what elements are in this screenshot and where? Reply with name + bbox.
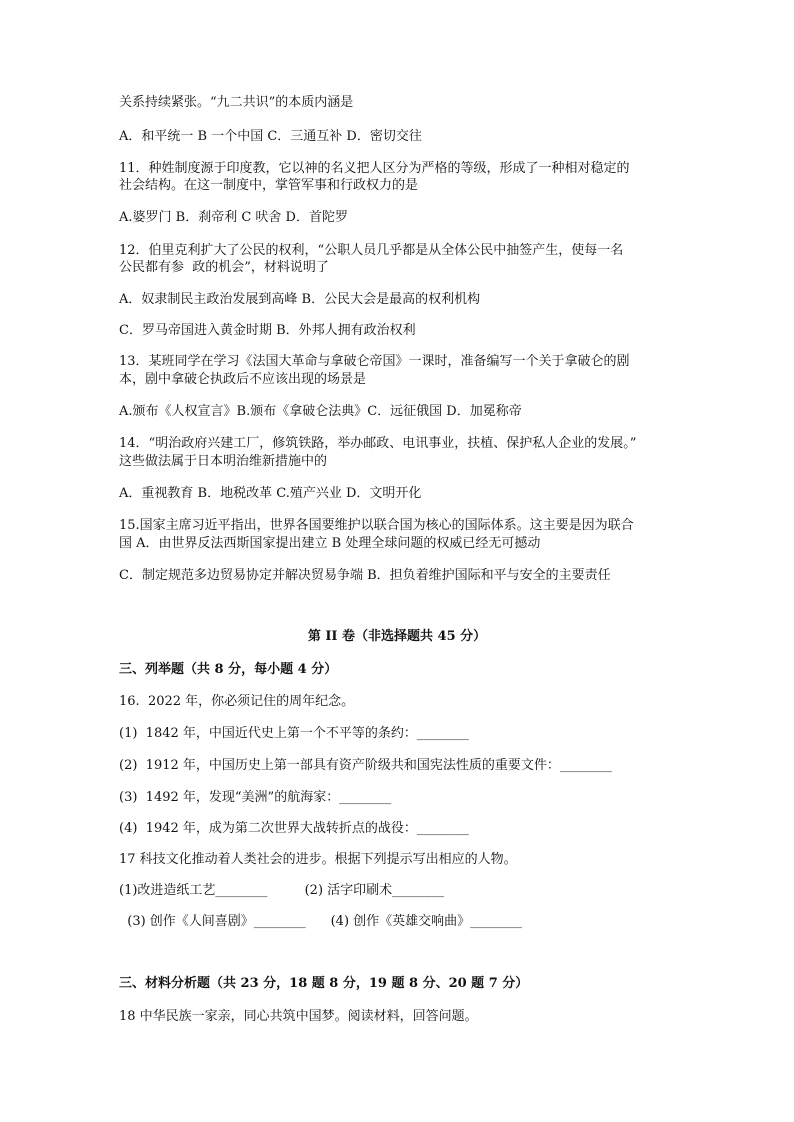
answer-options: C．制定规范多边贸易协定并解决贸易争端 B．担负着维护国际和平与安全的主要责任 [119, 568, 611, 583]
sub-question: (1)改进造纸工艺________ (2) 活字印刷术________ [119, 883, 445, 898]
question-18: 18 中华民族一家亲，同心共筑中国梦。阅读材料，回答问题。 [119, 1009, 478, 1024]
answer-options: A．奴隶制民主政治发展到高峰 B．公民大会是最高的权利机构 [119, 292, 481, 307]
question-11: 11．种姓制度源于印度教，它以神的名义把人区分为严格的等级，形成了一种相对稳定的 [119, 161, 630, 176]
question-17: 17 科技文化推动着人类社会的进步。根据下列提示写出相应的人物。 [119, 852, 517, 867]
text-line: 公民都有参 政的机会”，材料说明了 [119, 260, 329, 275]
sub-question: (2) 1912 年，中国历史上第一部具有资产阶级共和国宪法性质的重要文件：________ [119, 758, 612, 773]
answer-options: A.颁布《人权宣言》B.颁布《拿破仑法典》C．远征俄国 D．加冕称帝 [119, 404, 522, 419]
question-16: 16. 2022 年，你必须记住的周年纪念。 [119, 694, 355, 709]
question-13: 13．某班同学在学习《法国大革命与拿破仑帝国》一课时，准备编写一个关于拿破仑的剧 [119, 354, 630, 369]
answer-options: A．和平统一 B 一个中国 C．三通互补 D．密切交往 [119, 129, 422, 144]
answer-options: A．重视教育 B．地税改革 C.殖产兴业 D．文明开化 [119, 486, 422, 501]
sub-question: (1) 1842 年，中国近代史上第一个不平等的条约：________ [119, 726, 469, 741]
question-12: 12．伯里克利扩大了公民的权利，“公职人员几乎都是从全体公民中抽签产生，使每一名 [119, 243, 624, 258]
text-line: 这些做法属于日本明治维新措施中的 [119, 454, 328, 469]
sub-question: (3) 创作《人间喜剧》________ (4) 创作《英雄交响曲》________ [119, 914, 523, 929]
text-line: 社会结构。在这一制度中，掌管军事和行政权力的是 [119, 178, 419, 193]
text-line: 关系持续紧张。“九二共识”的本质内涵是 [119, 95, 354, 110]
answer-options: 国 A．由世界反法西斯国家提出建立 B 处理全球问题的权威已经无可撼动 [119, 536, 541, 551]
section-heading: 第 II 卷（非选择题共 45 分） [307, 629, 487, 644]
text-line: 本，剧中拿破仑执政后不应该出现的场景是 [119, 372, 367, 387]
question-15: 15.国家主席习近平指出，世界各国要维护以联合国为核心的国际体系。这主要是因为联合 [119, 518, 634, 533]
question-14: 14．“明治政府兴建工厂，修筑铁路，举办邮政、电讯事业，扶植、保护私人企业的发展。” [119, 436, 637, 451]
section-heading: 三、材料分析题（共 23 分，18 题 8 分，19 题 8 分、20 题 7 分） [119, 976, 529, 991]
answer-options: C．罗马帝国进入黄金时期 B．外邦人拥有政治权利 [119, 323, 416, 338]
sub-question: (3) 1492 年，发现“美洲”的航海家：________ [119, 790, 392, 805]
answer-options: A.婆罗门 B．刹帝利 C 吠舍 D．首陀罗 [119, 210, 348, 225]
section-heading: 三、列举题（共 8 分，每小题 4 分） [119, 662, 338, 677]
sub-question: (4) 1942 年，成为第二次世界大战转折点的战役：________ [119, 821, 469, 836]
